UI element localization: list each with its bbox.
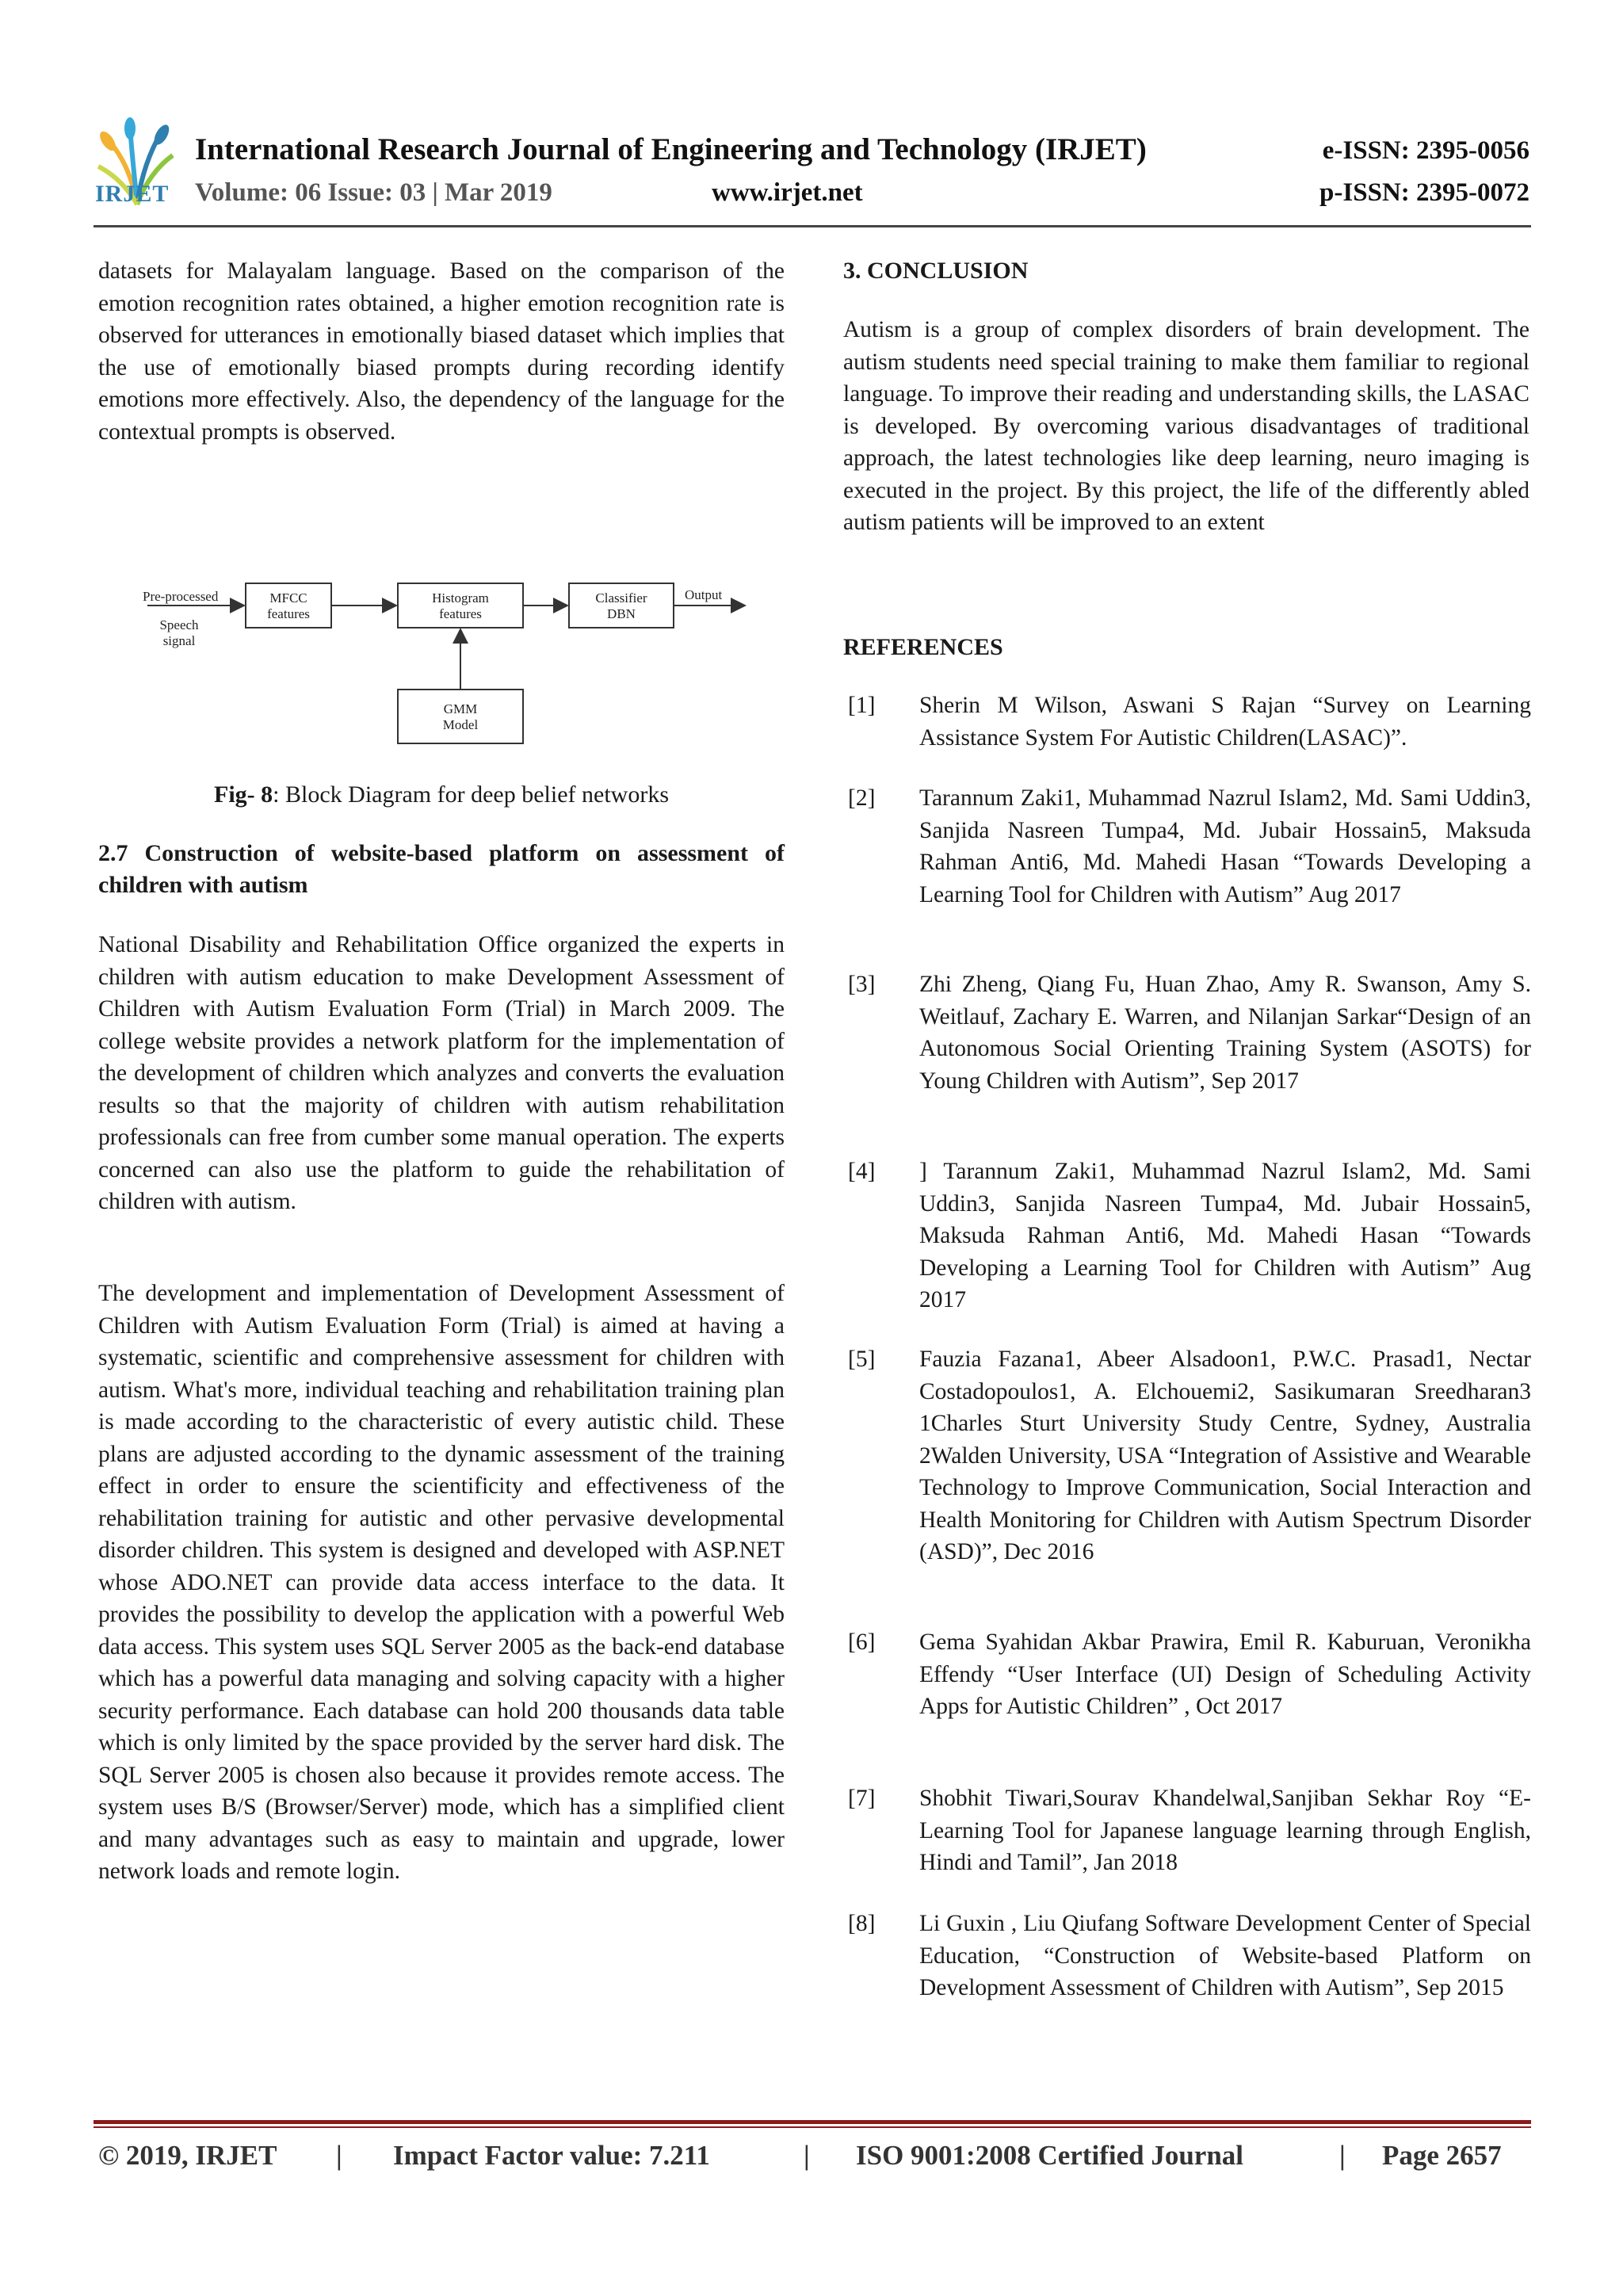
conclusion-heading: 3. CONCLUSION	[843, 258, 1029, 284]
dbn-label: DBN	[607, 606, 636, 621]
block-diagram	[141, 571, 759, 753]
reference-number: [2]	[848, 785, 876, 811]
volume-issue: Volume: 06 Issue: 03 | Mar 2019	[195, 178, 552, 207]
section-heading-2-7: 2.7 Construction of website-based platform on assessment of children with autism	[98, 840, 785, 898]
figure-label: Fig- 8	[214, 781, 273, 808]
diagram-signal-label: signal	[162, 633, 196, 648]
paragraph-text: datasets for Malayalam language. Based on the comparison of the emotion recognition rates obtained, a higher emotion recognition rate is observed for utterances in emotionally biased dataset which implies that the use of emotionally biased prompts during recording identify emotions more effectively. Also, the dependency of the language for the contextual prompts is observed.	[98, 258, 785, 445]
reference-number: [7]	[848, 1786, 876, 1811]
gmm-model-label: Model	[442, 717, 479, 732]
references-heading: REFERENCES	[843, 634, 1003, 660]
footer-iso: ISO 9001:2008 Certified Journal	[856, 2140, 1244, 2171]
footer-divider	[94, 2120, 1531, 2124]
left-paragraph-2	[98, 929, 785, 1218]
output-label: Output	[685, 587, 723, 602]
reference-text: Tarannum Zaki1, Muhammad Nazrul Islam2, Md. Sami Uddin3, Sanjida Nasreen Tumpa4, Md. Jubair Hossain5, Maksuda Rahman Anti6, Md. Mahedi Hasan “Towards Developing a Learning Tool for Children with Autism” Aug 2017	[919, 785, 1531, 907]
classifier-label: Classifier	[595, 590, 647, 606]
footer-copyright: © 2019, IRJET	[98, 2140, 277, 2171]
footer-impact-factor: Impact Factor value: 7.211	[393, 2140, 710, 2171]
reference-number: [5]	[848, 1347, 876, 1372]
reference-number: [8]	[848, 1911, 876, 1936]
header-divider	[94, 225, 1531, 227]
figure-caption-text: : Block Diagram for deep belief networks	[273, 781, 669, 808]
footer-page-number: Page 2657	[1382, 2140, 1502, 2171]
conclusion-paragraph	[843, 314, 1529, 539]
gmm-box	[398, 690, 523, 743]
left-paragraph-1	[98, 255, 785, 448]
journal-url[interactable]: www.irjet.net	[712, 178, 863, 207]
reference-text: Shobhit Tiwari,Sourav Khandelwal,Sanjiban Sekhar Roy “E-Learning Tool for Japanese language learning through English, Hindi and Tamil”, Jan 2018	[919, 1786, 1531, 1875]
reference-number: [3]	[848, 972, 876, 997]
paragraph-text: Autism is a group of complex disorders of brain development. The autism students need special training to make them familiar to regional language. To improve their reading and understanding skills, the LASAC is developed. By overcoming various disadvantages of traditional approach, the latest technologies like deep learning, neuro imaging is executed in the project. By this project, the life of the differently abled autism patients will be improved to an extent	[843, 317, 1529, 535]
eissn: e-ISSN: 2395-0056	[1322, 136, 1529, 165]
histogram-features-label: features	[439, 606, 482, 621]
footer-separator: |	[804, 2140, 810, 2171]
footer-separator: |	[336, 2140, 342, 2171]
histogram-label: Histogram	[432, 590, 489, 606]
reference-text: Li Guxin , Liu Qiufang Software Development Center of Special Education, “Construction of Website-based Platform on Development Assessment of Children with Autism”, Sep 2015	[919, 1911, 1531, 2000]
diagram-speech-label: Speech	[159, 617, 199, 632]
diagram-input-label: Pre-processed	[143, 589, 219, 604]
pissn: p-ISSN: 2395-0072	[1319, 178, 1529, 207]
figure-caption	[98, 781, 785, 808]
reference-text: Sherin M Wilson, Aswani S Rajan “Survey on Learning Assistance System For Autistic Children(LASAC)”.	[919, 693, 1531, 751]
mfcc-label: MFCC	[269, 590, 307, 606]
reference-text: Zhi Zheng, Qiang Fu, Huan Zhao, Amy R. Swanson, Amy S. Weitlauf, Zachary E. Warren, and Nilanjan Sarkar“Design of an Autonomous Social Orienting Training System (ASOTS) for Young Children with Autism”, Sep 2017	[919, 972, 1531, 1094]
paragraph-text: National Disability and Rehabilitation Office organized the experts in children with autism education to make Development Assessment of Children with Autism Evaluation Form (Trial) in March 2009. The college website provides a network platform for the implementation of the development of children which analyzes and converts the evaluation results so that the majority of children with autism rehabilitation professionals can free from cumber some manual operation. The experts concerned can also use the platform to guide the rehabilitation of children with autism.	[98, 932, 785, 1214]
gmm-label: GMM	[443, 701, 478, 716]
logo-text: IRJET	[95, 181, 170, 207]
reference-number: [4]	[848, 1159, 876, 1184]
left-paragraph-3	[98, 1278, 785, 1888]
reference-text: ] Tarannum Zaki1, Muhammad Nazrul Islam2, Md. Sami Uddin3, Sanjida Nasreen Tumpa4, Md. Jubair Hossain5, Maksuda Rahman Anti6, Md. Mahedi Hasan “Towards Developing a Learning Tool for Children with Autism” Aug 2017	[919, 1159, 1531, 1312]
footer-divider-thin	[94, 2126, 1531, 2128]
reference-text: Gema Syahidan Akbar Prawira, Emil R. Kaburuan, Veronikha Effendy “User Interface (UI) Design of Scheduling Activity Apps for Autistic Children” , Oct 2017	[919, 1629, 1531, 1719]
mfcc-features-label: features	[267, 606, 310, 621]
reference-number: [6]	[848, 1629, 876, 1655]
footer-separator: |	[1339, 2140, 1346, 2171]
reference-text: Fauzia Fazana1, Abeer Alsadoon1, P.W.C. Prasad1, Nectar Costadopoulos1, A. Elchouemi2, Sasikumaran Sreedharan3 1Charles Sturt University Study Centre, Sydney, Australia 2Walden University, USA “Integration of Assistive and Wearable Technology to Improve Communication, Social Interaction and Health Monitoring for Children with Autism Spectrum Disorder (ASD)”, Dec 2016	[919, 1347, 1531, 1564]
paragraph-text: The development and implementation of Development Assessment of Children with Autism Evaluation Form (Trial) is aimed at having a systematic, scientific and comprehensive assessment for children with autism. What's more, individual teaching and rehabilitation training plan is made according to the characteristic of every autistic child. These plans are adjusted according to the dynamic assessment of the training effect in order to ensure the scientificity and effectiveness of the rehabilitation training for autistic and other pervasive developmental disorder children. This system is designed and developed with ASP.NET whose ADO.NET can provide data access interface to the data. It provides the possibility to develop the application with a powerful Web data access. This system uses SQL Server 2005 as the back-end database which has a powerful data managing and solving capacity with a higher security performance. Each database can hold 200 thousands data table which is only limited by the space provided by the server hard disk. The SQL Server 2005 is chosen also because it provides remote access. The system uses B/S (Browser/Server) mode, which has a simplified client and many advantages such as easy to maintain and upgrade, lower network loads and remote login.	[98, 1281, 785, 1884]
reference-number: [1]	[848, 693, 876, 718]
journal-title: International Research Journal of Engineering and Technology (IRJET)	[195, 132, 1147, 166]
